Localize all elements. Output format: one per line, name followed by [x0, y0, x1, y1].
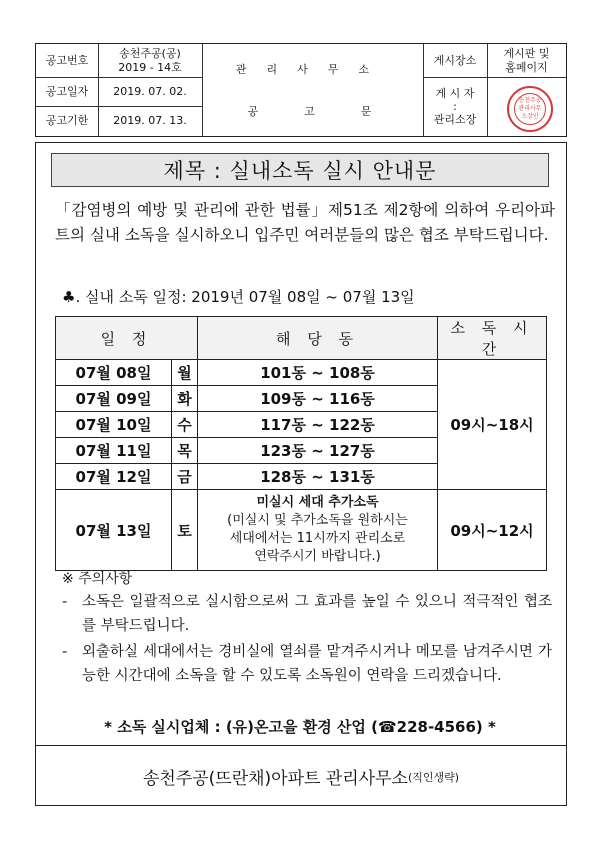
extra-title: 미실시 세대 추가소독	[256, 495, 379, 510]
notice-no-label: 공고번호	[45, 53, 89, 67]
notice-title: 제목 : 실내소독 실시 안내문	[51, 153, 549, 187]
notice-period-label: 공고기한	[45, 114, 89, 127]
row-date: 07월 12일	[56, 464, 172, 490]
poster-label: 게 시 자 : 관리소장	[433, 87, 477, 126]
row-day: 토	[172, 490, 198, 571]
notice-no: 송천주공(공) 2019 - 14호	[118, 46, 182, 74]
notice-header	[35, 43, 567, 137]
row-day: 목	[172, 438, 198, 464]
header-time: 소 독 시 간	[438, 317, 547, 360]
row-date: 07월 08일	[56, 360, 172, 386]
intro-paragraph: 「감염병의 예방 및 관리에 관한 법률」제51조 제2항에 의하여 우리아파트의 실내 소독을 실시하오니 입주민 여러분들의 많은 협조 부탁드립니다.	[55, 201, 555, 244]
footer-small: (직인생략)	[407, 770, 460, 784]
row-buildings: 123동 ~ 127동	[198, 438, 438, 464]
row-date: 07월 10일	[56, 412, 172, 438]
row-day: 화	[172, 386, 198, 412]
notice-word: 공고문	[247, 105, 418, 118]
row-day: 수	[172, 412, 198, 438]
note-dash: -	[62, 594, 68, 610]
row-date: 07월 09일	[56, 386, 172, 412]
office-title: 관리사무소	[235, 63, 390, 76]
company-line: * 소독 실시업체 : (유)온고을 환경 산업 (☎228-4566) *	[104, 718, 496, 736]
official-seal	[507, 86, 553, 132]
note-dash: -	[62, 644, 68, 660]
row-date: 07월 13일	[56, 490, 172, 571]
header-date: 일 정	[56, 317, 198, 360]
row-buildings: 128동 ~ 131동	[198, 464, 438, 490]
note-item	[62, 640, 552, 688]
notice-date-label: 공고일자	[45, 84, 89, 98]
footer	[35, 745, 567, 807]
table-row-extra	[56, 490, 547, 571]
schedule-label: ♣. 실내 소독 일정: 2019년 07월 08일 ~ 07월 13일	[62, 288, 415, 306]
extra-desc: (미실시 및 추가소독을 원하시는 세대에서는 11시까지 관리소로 연락주시기 바랍니다.)	[227, 513, 408, 564]
row-date: 07월 11일	[56, 438, 172, 464]
note-text: 소독은 일괄적으로 실시함으로써 그 효과를 높일 수 있으니 적극적인 협조를 부탁드립니다.	[82, 594, 552, 634]
time-main: 09시~18시	[438, 360, 547, 490]
row-day: 금	[172, 464, 198, 490]
post-place-label: 게시장소	[433, 53, 477, 67]
row-day: 월	[172, 360, 198, 386]
notice-period: 2019. 07. 13.	[113, 114, 187, 127]
header-buildings: 해 당 동	[198, 317, 438, 360]
note-item	[62, 590, 552, 638]
table-header-row	[56, 317, 547, 360]
time-extra: 09시~12시	[438, 490, 547, 571]
schedule-table	[55, 316, 547, 571]
note-text: 외출하실 세대에서는 경비실에 열쇠를 맡겨주시거나 메모를 남겨주시면 가능한 시간대에 소독을 할 수 있도록 소독원이 연락을 드리겠습니다.	[82, 644, 552, 684]
post-place-value: 게시판 및 홈페이지	[503, 46, 550, 74]
footer-main: 송천주공(뜨란채)아파트 관리사무소	[142, 769, 408, 789]
row-buildings: 117동 ~ 122동	[198, 412, 438, 438]
row-buildings: 109동 ~ 116동	[198, 386, 438, 412]
notice-heading: ※ 주의사항	[62, 571, 133, 587]
table-row	[56, 360, 547, 386]
seal-text: 송천주공 관리사무 소장인	[514, 93, 546, 125]
notice-date: 2019. 07. 02.	[113, 84, 187, 98]
row-buildings: 101동 ~ 108동	[198, 360, 438, 386]
